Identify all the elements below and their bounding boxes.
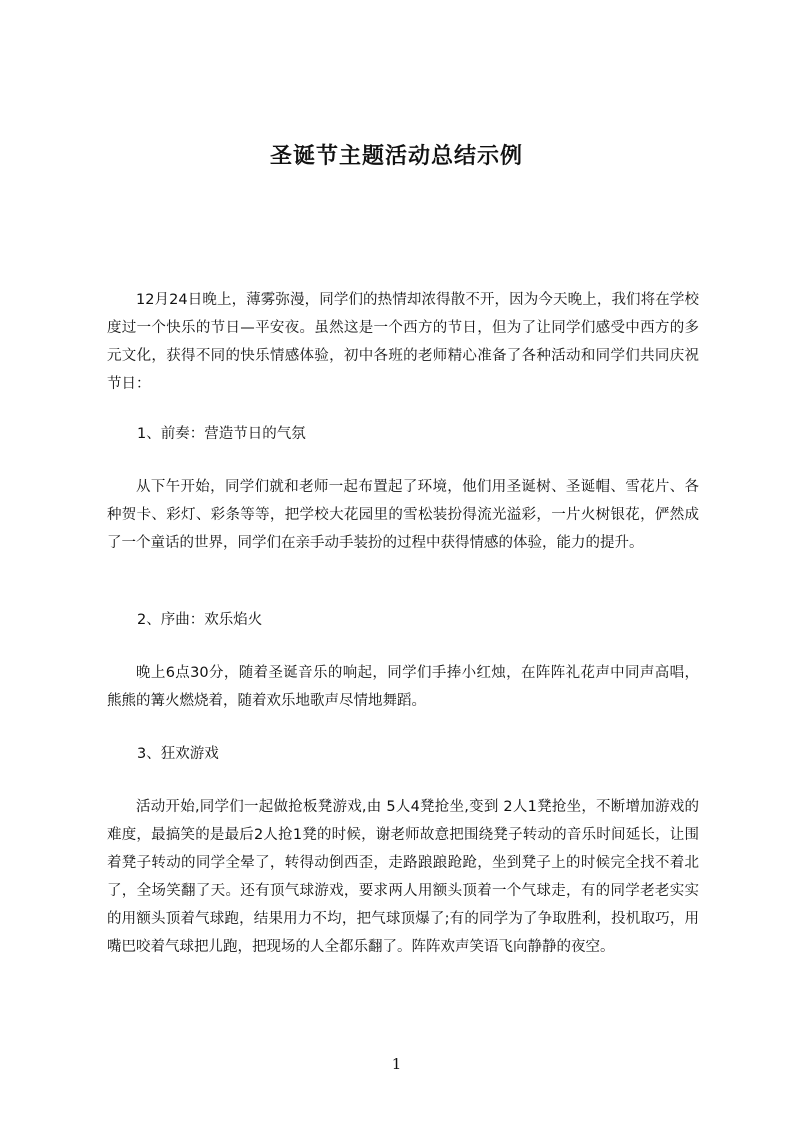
prelude-paragraph: 从下午开始，同学们就和老师一起布置起了环境，他们用圣诞树、圣诞帽、雪花片、各种贺卡、彩灯、彩条等等，把学校大花园里的雪松装扮得流光溢彩，一片火树银花，俨然成了一个童话的世界，同学们在亲手动手装扮的过程中获得情感的体验，能力的提升。 xyxy=(107,479,699,551)
section-heading-overture: 2、序曲：欢乐焰火 xyxy=(137,612,263,628)
page-title: 圣诞节主题活动总结示例 xyxy=(269,144,523,169)
section-heading-prelude: 1、前奏：营造节日的气氛 xyxy=(137,426,306,442)
section-heading-games: 3、狂欢游戏 xyxy=(137,746,219,762)
games-paragraph: 活动开始,同学们一起做抢板凳游戏,由 5人4凳抢坐,变到 2人1凳抢坐，不断增加游戏的难度，最搞笑的是最后2人抢1凳的时候，谢老师故意把围绕凳子转动的音乐时间延长，让围着凳子转动的同学全晕了，转得动倒西歪，走路踉踉跄跄，坐到凳子上的时候完全找不着北了，全场笑翻了天。还有顶气球游戏，要求两人用额头顶着一个气球走，有的同学老老实实的用额头顶着气球跑，结果用力不均，把气球顶爆了;有的同学为了争取胜利，投机取巧，用嘴巴咬着气球把儿跑，把现场的人全都乐翻了。阵阵欢声笑语飞向静静的夜空。 xyxy=(107,799,699,955)
overture-paragraph: 晚上6点30分，随着圣诞音乐的响起，同学们手捧小红烛，在阵阵礼花声中同声高唱，熊熊的篝火燃烧着，随着欢乐地歌声尽情地舞蹈。 xyxy=(107,665,699,709)
intro-paragraph: 12月24日晚上，薄雾弥漫，同学们的热情却浓得散不开，因为今天晚上，我们将在学校度过一个快乐的节日—平安夜。虽然这是一个西方的节日，但为了让同学们感受中西方的多元文化，获得不同的快乐情感体验，初中各班的老师精心准备了各种活动和同学们共同庆祝节日： xyxy=(107,292,699,392)
page-number: 1 xyxy=(391,1055,402,1073)
